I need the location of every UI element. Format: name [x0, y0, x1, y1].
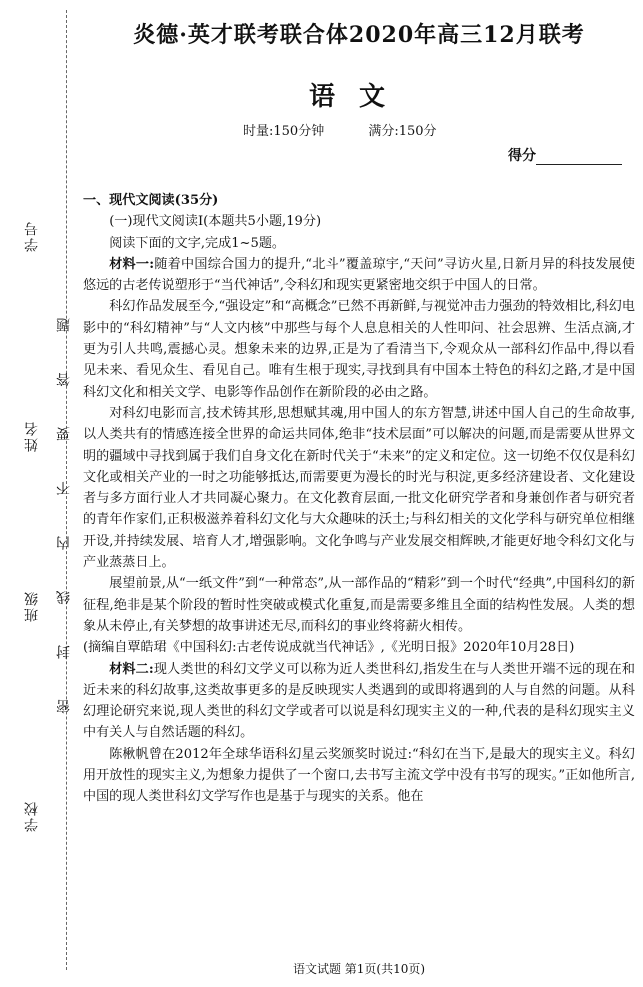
exam-title: 炎德·英才联考联合体2020年高三12月联考	[133, 22, 585, 48]
instruction: 阅读下面的文字,完成1~5题。	[109, 235, 286, 251]
full-score: 满分:150分	[368, 124, 437, 139]
material-1-source: (摘编自覃皓珺《中国科幻:古老传说成就当代神话》,《光明日报》2020年10月28日)	[83, 640, 575, 656]
subsection-heading: (一)现代文阅读Ⅰ(本题共5小题,19分)	[109, 214, 322, 230]
class-label: 班级	[24, 590, 40, 622]
binding-margin	[0, 0, 80, 987]
reading-body	[83, 190, 635, 808]
material-2-para-2: 陈楸帆曾在2012年全球华语科幻星云奖颁奖时说过:“科幻在当下,是最大的现实主义。科幻用开放性的现实主义,为想象力提供了一个窗口,去书写主流文学中没有书写的现实。”正如他所言,中国的现人类世科幻文学写作也是基于与现实的关系。他在	[83, 746, 635, 805]
section-heading: 一、现代文阅读(35分)	[83, 193, 219, 208]
page-footer: 语文试题 第1页(共10页)	[292, 962, 426, 976]
name-label: 姓名	[24, 420, 40, 452]
student-id-label: 学号	[24, 220, 40, 252]
school-label: 学校	[24, 800, 40, 832]
material-1-para-2: 科幻作品发展至今,“强设定”和“高概念”已然不再新鲜,与视觉冲击力强劲的特效相比,科幻电影中的“科幻精神”与“人文内核”中那些与每个人息息相关的人性叩问、社会思辨、生活点滴,才更为引人共鸣,震撼心灵。想象未来的边界,正是为了看清当下,令观众从一部科幻作品中,得以看见未来、看见众生、看见自己。唯有生根于现实,寻找到具有中国本土特色的科幻之路,才是中国科幻文化和相关文学、电影等作品创作在新阶段的必由之路。	[83, 299, 635, 400]
material-1-para-4: 展望前景,从“一纸文件”到“一种常态”,从一部作品的“精彩”到一个时代“经典”,中国科幻的新征程,绝非是某个阶段的暂时性突破或模式化重复,而是需要多维且全面的结构性发展。人类的想象从未停止,有关梦想的故事讲述无尽,而科幻的事业终将薪火相传。	[83, 576, 635, 634]
material-1-para-1: 材料一:随着中国综合国力的提升,“北斗”覆盖琼宇,“天问”寻访火星,日新月异的科技发展使悠远的古老传说塑形于“当代神话”,令科幻和现实更紧密地交织于中国人的日常。	[83, 256, 635, 294]
exam-info	[243, 120, 477, 139]
material-1-label: 材料一:	[109, 256, 155, 272]
score-field	[508, 145, 622, 165]
score-blank	[536, 150, 622, 165]
time-limit: 时量:150分钟	[243, 124, 325, 139]
material-1-para-3: 对科幻电影而言,技术铸其形,思想赋其魂,用中国人的东方智慧,讲述中国人自己的生命故事,以人类共有的情感连接全世界的命运共同体,绝非“技术层面”可以解决的问题,而是需要从世界文明的疆域中寻找到属于我们自身文化在新时代关于“未来”的定义和定位。这一切绝不仅仅是科幻文化或相关产业的一时之功能够抵达,而需要更为漫长的时光与积淀,更多经济建设者、文化建设者与多方面行业人才共同凝心聚力。在文化教育层面,一批文化研究学者和身兼创作者与研究者的青年作家们,正积极滋养着科幻文化与大众趣味的沃土;与科幻相关的文化学科与研究单位相继开设,并持续发展、培育人才,增强影响。文化争鸣与产业发展交相辉映,才能更好地令科幻文化与产业蒸蒸日上。	[83, 405, 635, 571]
material-2-label: 材料二:	[109, 661, 154, 677]
seal-notice: 密 封 线 内 不 要 答 题	[56, 300, 72, 714]
subject-title: 语文	[308, 82, 409, 112]
score-label: 得分	[508, 148, 536, 164]
material-2-para-1: 材料二:现人类世的科幻文学义可以称为近人类世科幻,指发生在与人类世开端不远的现在和近未来的科幻故事,这类故事更多的是反映现实人类遇到的或即将遇到的人与自然的问题。从科幻理论研究来说,现人类世的科幻文学或者可以说是科幻现实主义的一种,代表的是科幻现实主义中有关人与自然话题的科幻。	[83, 661, 635, 741]
